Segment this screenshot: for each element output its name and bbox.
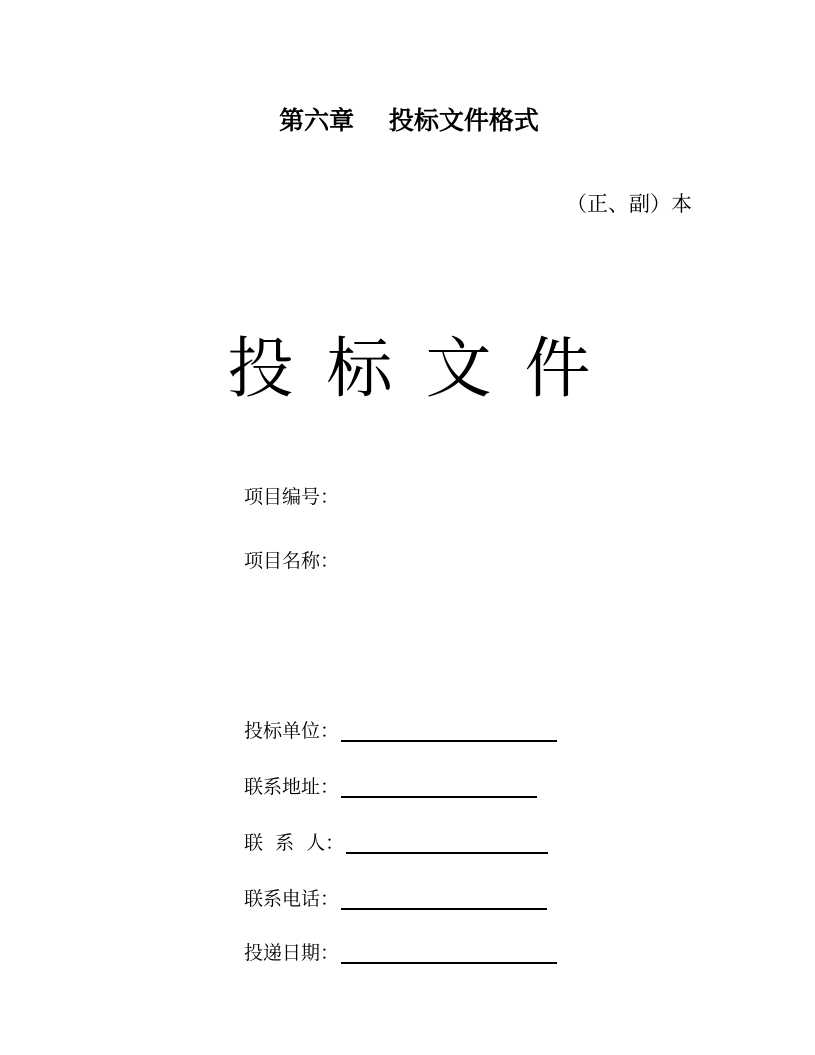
contact-person-blank bbox=[346, 833, 548, 854]
delivery-date-blank bbox=[341, 943, 557, 964]
contact-person-row bbox=[244, 830, 548, 856]
contact-person-label: 联 系 人： bbox=[244, 832, 345, 854]
document-title: 投标文件 bbox=[227, 330, 624, 407]
delivery-date-label: 投递日期： bbox=[244, 942, 340, 964]
bidder-unit-blank bbox=[341, 721, 557, 742]
project-name-label: 项目名称： bbox=[244, 550, 340, 572]
chapter-title: 第六章 投标文件格式 bbox=[279, 106, 539, 135]
contact-address-row bbox=[244, 774, 537, 800]
copy-type-label: （正、副）本 bbox=[566, 192, 692, 216]
contact-phone-blank bbox=[341, 889, 547, 910]
delivery-date-row bbox=[244, 940, 557, 966]
contact-address-blank bbox=[341, 777, 537, 798]
bidder-unit-label: 投标单位： bbox=[244, 720, 340, 742]
contact-phone-label: 联系电话： bbox=[244, 888, 340, 910]
contact-address-label: 联系地址： bbox=[244, 776, 340, 798]
project-number-label: 项目编号： bbox=[244, 486, 340, 508]
bidder-unit-row bbox=[244, 718, 557, 744]
contact-phone-row bbox=[244, 886, 547, 912]
